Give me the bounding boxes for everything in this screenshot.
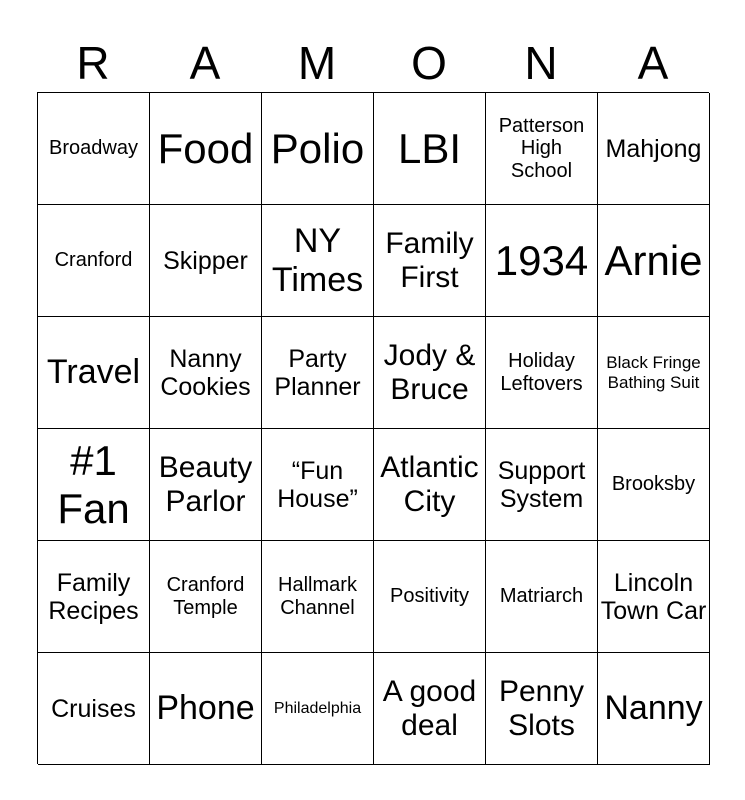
bingo-cell[interactable]: Matriarch xyxy=(486,541,598,653)
header-letter: O xyxy=(411,37,447,89)
bingo-cell[interactable]: Family First xyxy=(374,205,486,317)
bingo-cell[interactable]: Travel xyxy=(38,317,150,429)
header-letter: A xyxy=(189,37,221,89)
bingo-cell[interactable]: Phone xyxy=(150,653,262,765)
bingo-cell[interactable]: NY Times xyxy=(262,205,374,317)
bingo-cell[interactable]: Hallmark Channel xyxy=(262,541,374,653)
bingo-cell[interactable]: Nanny Cookies xyxy=(150,317,262,429)
bingo-cell[interactable]: LBI xyxy=(374,93,486,205)
bingo-cell[interactable]: Support System xyxy=(486,429,598,541)
bingo-board xyxy=(37,92,709,764)
bingo-cell[interactable]: Cranford Temple xyxy=(150,541,262,653)
bingo-cell[interactable]: Cruises xyxy=(38,653,150,765)
bingo-cell[interactable]: “Fun House” xyxy=(262,429,374,541)
bingo-cell[interactable]: Food xyxy=(150,93,262,205)
bingo-cell[interactable]: Mahjong xyxy=(598,93,710,205)
bingo-cell[interactable]: 1934 xyxy=(486,205,598,317)
bingo-cell[interactable]: Holiday Leftovers xyxy=(486,317,598,429)
bingo-cell[interactable]: Arnie xyxy=(598,205,710,317)
bingo-cell[interactable]: Broadway xyxy=(38,93,150,205)
bingo-cell[interactable]: Party Planner xyxy=(262,317,374,429)
bingo-cell[interactable]: #1 Fan xyxy=(38,429,150,541)
bingo-cell[interactable]: Cranford xyxy=(38,205,150,317)
bingo-cell[interactable]: Atlantic City xyxy=(374,429,486,541)
bingo-cell[interactable]: Nanny xyxy=(598,653,710,765)
bingo-cell[interactable]: Positivity xyxy=(374,541,486,653)
bingo-cell[interactable]: Polio xyxy=(262,93,374,205)
header-letter: A xyxy=(637,37,669,89)
bingo-header xyxy=(37,34,709,92)
bingo-cell[interactable]: Jody & Bruce xyxy=(374,317,486,429)
bingo-cell[interactable]: A good deal xyxy=(374,653,486,765)
bingo-cell[interactable]: Family Recipes xyxy=(38,541,150,653)
bingo-cell[interactable]: Philadelphia xyxy=(262,653,374,765)
header-letter: R xyxy=(76,37,110,89)
bingo-cell[interactable]: Black Fringe Bathing Suit xyxy=(598,317,710,429)
bingo-cell[interactable]: Patterson High School xyxy=(486,93,598,205)
bingo-cell[interactable]: Penny Slots xyxy=(486,653,598,765)
bingo-cell[interactable]: Brooksby xyxy=(598,429,710,541)
bingo-cell[interactable]: Lincoln Town Car xyxy=(598,541,710,653)
header-letter: M xyxy=(297,37,337,89)
bingo-cell[interactable]: Skipper xyxy=(150,205,262,317)
bingo-cell[interactable]: Beauty Parlor xyxy=(150,429,262,541)
header-letter: N xyxy=(524,37,558,89)
